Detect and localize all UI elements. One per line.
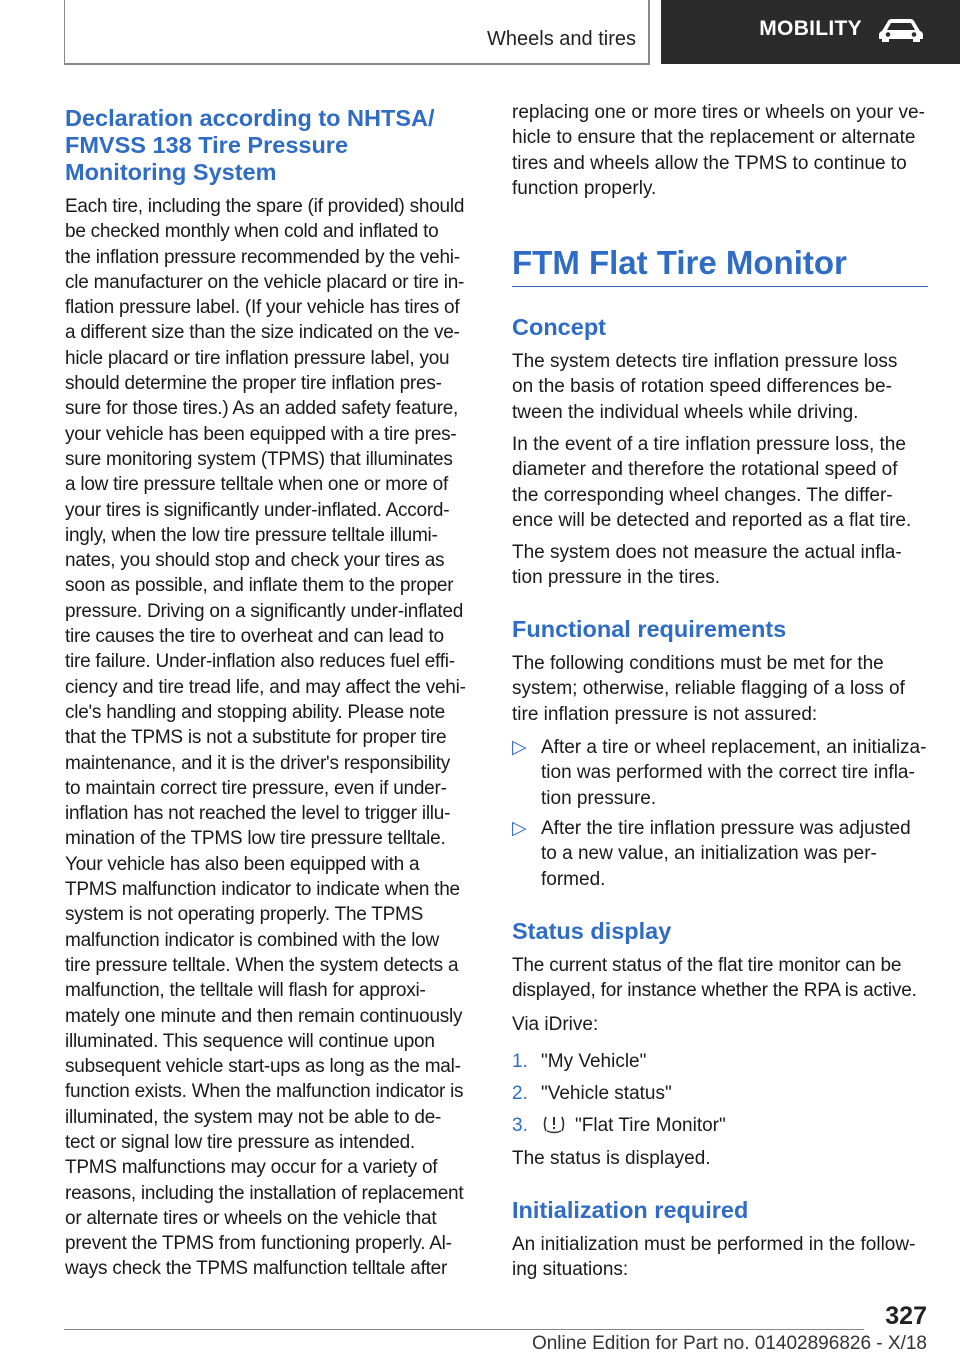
tire-pressure-icon <box>541 1114 567 1134</box>
footer-edition: Online Edition for Part no. 01402896826 - X/18 <box>531 1333 927 1354</box>
status-display-heading: Status display <box>512 918 672 944</box>
step-number: 2. <box>512 1083 528 1104</box>
body-line: ingly, when the low tire pressure telltale illumi- <box>65 524 438 546</box>
page-number: 327 <box>885 1302 927 1330</box>
header-separator <box>648 0 650 65</box>
status-after: The status is displayed. <box>512 1148 711 1169</box>
body-line: mately one minute and then remain continuously <box>65 1005 463 1027</box>
chapter-tab-label: MOBILITY <box>759 17 862 40</box>
body-line: TPMS malfunction indicator to indicate when the <box>65 879 460 901</box>
list-item: 2. "Vehicle status" <box>512 1081 928 1107</box>
ftm-heading: FTM Flat Tire Monitor <box>512 244 847 281</box>
body-line: nates, you should stop and check your tires as <box>65 550 445 572</box>
body-line: cle's handling and stopping ability. Please note <box>65 701 445 723</box>
ftm-heading-rule <box>512 286 928 287</box>
body-line: Your vehicle has also been equipped with a <box>65 853 420 875</box>
step-number: 3. <box>512 1115 528 1136</box>
concept-paragraph-1: The system detects tire inflation pressure loss on the basis of rotation speed differences be- tween the individual wheels while driving. <box>512 351 898 423</box>
body-line: tect or signal low tire pressure as intended. <box>65 1131 415 1153</box>
body-line: subsequent vehicle start-ups as long as the mal- <box>65 1056 461 1078</box>
body-line: malfunction indicator is combined with the low <box>65 929 439 951</box>
body-line: ways check the TPMS malfunction telltale after <box>65 1258 448 1280</box>
nhtsa-heading: Declaration according to NHTSA/ FMVSS 138 Tire Pressure Monitoring System <box>65 105 435 185</box>
body-line: your tires is significantly under-inflated. Accord- <box>65 499 450 521</box>
body-line: reasons, including the installation of replacement <box>65 1182 464 1204</box>
body-line: mination of the TPMS low tire pressure telltale. <box>65 828 446 850</box>
body-line: or alternate tires or wheels on the vehicle that <box>65 1207 437 1229</box>
body-line: malfunction, the telltale will flash for approxi- <box>65 980 426 1002</box>
body-line: illuminated. This sequence will continue upon <box>65 1030 435 1052</box>
body-line: maintenance, and it is the driver's responsibility <box>65 752 451 774</box>
functional-requirements-heading: Functional requirements <box>512 616 787 642</box>
list-item: ▷ After the tire inflation pressure was adjusted to a new value, an initialization was per- formed. <box>512 818 911 890</box>
concept-paragraph-3: The system does not measure the actual infla- tion pressure in the tires. <box>512 542 902 589</box>
step-number: 1. <box>512 1051 528 1072</box>
bullet-marker: ▷ <box>512 737 527 758</box>
via-idrive: Via iDrive: <box>512 1014 599 1035</box>
body-line: the inflation pressure recommended by the vehi- <box>65 246 460 268</box>
body-line: illuminated, the system may not be able to de- <box>65 1106 442 1128</box>
body-line: a different size than the size indicated on the ve- <box>65 322 460 344</box>
body-line: system is not operating properly. The TPMS <box>65 904 424 926</box>
body-line: pressure. Driving on a significantly under-inflated <box>65 600 464 622</box>
body-line: prevent the TPMS from functioning properly. Al- <box>65 1233 452 1255</box>
body-line: function exists. When the malfunction indicator is <box>65 1081 464 1103</box>
nhtsa-paragraph <box>65 194 466 1282</box>
initialization-paragraph: An initialization must be performed in the follow- ing situations: <box>512 1234 916 1281</box>
body-line: should determine the proper tire inflation pres- <box>65 373 442 395</box>
initialization-heading: Initialization required <box>512 1197 749 1223</box>
body-line: tire pressure telltale. When the system detects a <box>65 954 459 976</box>
body-line: tire failure. Under-inflation also reduces fuel effi- <box>65 651 455 673</box>
concept-paragraph-2: In the event of a tire inflation pressure loss, the diameter and therefore the rotational speed of the corresponding wheel changes. The differ- ence will be detected and reported as a flat tire. <box>512 434 912 531</box>
body-line: sure monitoring system (TPMS) that illuminates <box>65 448 453 470</box>
footer-rule <box>64 1329 864 1330</box>
body-line: to maintain correct tire pressure, even if under- <box>65 777 447 799</box>
body-line: flation pressure label. (If your vehicle has tires of <box>65 297 460 319</box>
chapter-tab[interactable] <box>661 0 960 64</box>
body-line: ciency and tire tread life, and may affect the vehi- <box>65 676 466 698</box>
list-item: ▷ After a tire or wheel replacement, an initializa- tion was performed with the correct tire infla- tion pressure. <box>512 737 927 809</box>
body-line: soon as possible, and inflate them to the proper <box>65 575 454 597</box>
car-icon <box>876 15 926 43</box>
body-line: TPMS malfunctions may occur for a variety of <box>65 1157 438 1179</box>
concept-heading: Concept <box>512 314 606 340</box>
list-item: 1. "My Vehicle" <box>512 1049 928 1075</box>
functional-intro: The following conditions must be met for the system; otherwise, reliable flagging of a loss of tire inflation pressure is not assured: <box>512 653 905 725</box>
body-line: be checked monthly when cold and inflated to <box>65 221 439 243</box>
bullet-marker: ▷ <box>512 818 527 839</box>
body-line: hicle placard or tire inflation pressure label, you <box>65 347 450 369</box>
body-line: tire causes the tire to overheat and can lead to <box>65 626 444 648</box>
body-line: your vehicle has been equipped with a tire pres- <box>65 423 457 445</box>
body-line: that the TPMS is not a substitute for proper tire <box>65 727 447 749</box>
status-paragraph: The current status of the flat tire monitor can be displayed, for instance whether the RPA is active. <box>512 955 917 1002</box>
body-line: inflation has not reached the level to trigger illu- <box>65 803 451 825</box>
body-line: Each tire, including the spare (if provided) should <box>65 196 465 217</box>
section-title: Wheels and tires <box>487 28 636 50</box>
body-line: cle manufacturer on the vehicle placard or tire in- <box>65 271 465 293</box>
header-section <box>64 0 636 64</box>
body-line: a low tire pressure telltale when one or more of <box>65 474 448 496</box>
continued-paragraph: replacing one or more tires or wheels on your ve- hicle to ensure that the replacement or alternate tires and wheels allow the TPMS to continue to function properly. <box>512 102 925 199</box>
list-item: 3. "Flat Tire Monitor" <box>512 1113 928 1139</box>
body-line: sure for those tires.) As an added safety feature, <box>65 398 459 420</box>
